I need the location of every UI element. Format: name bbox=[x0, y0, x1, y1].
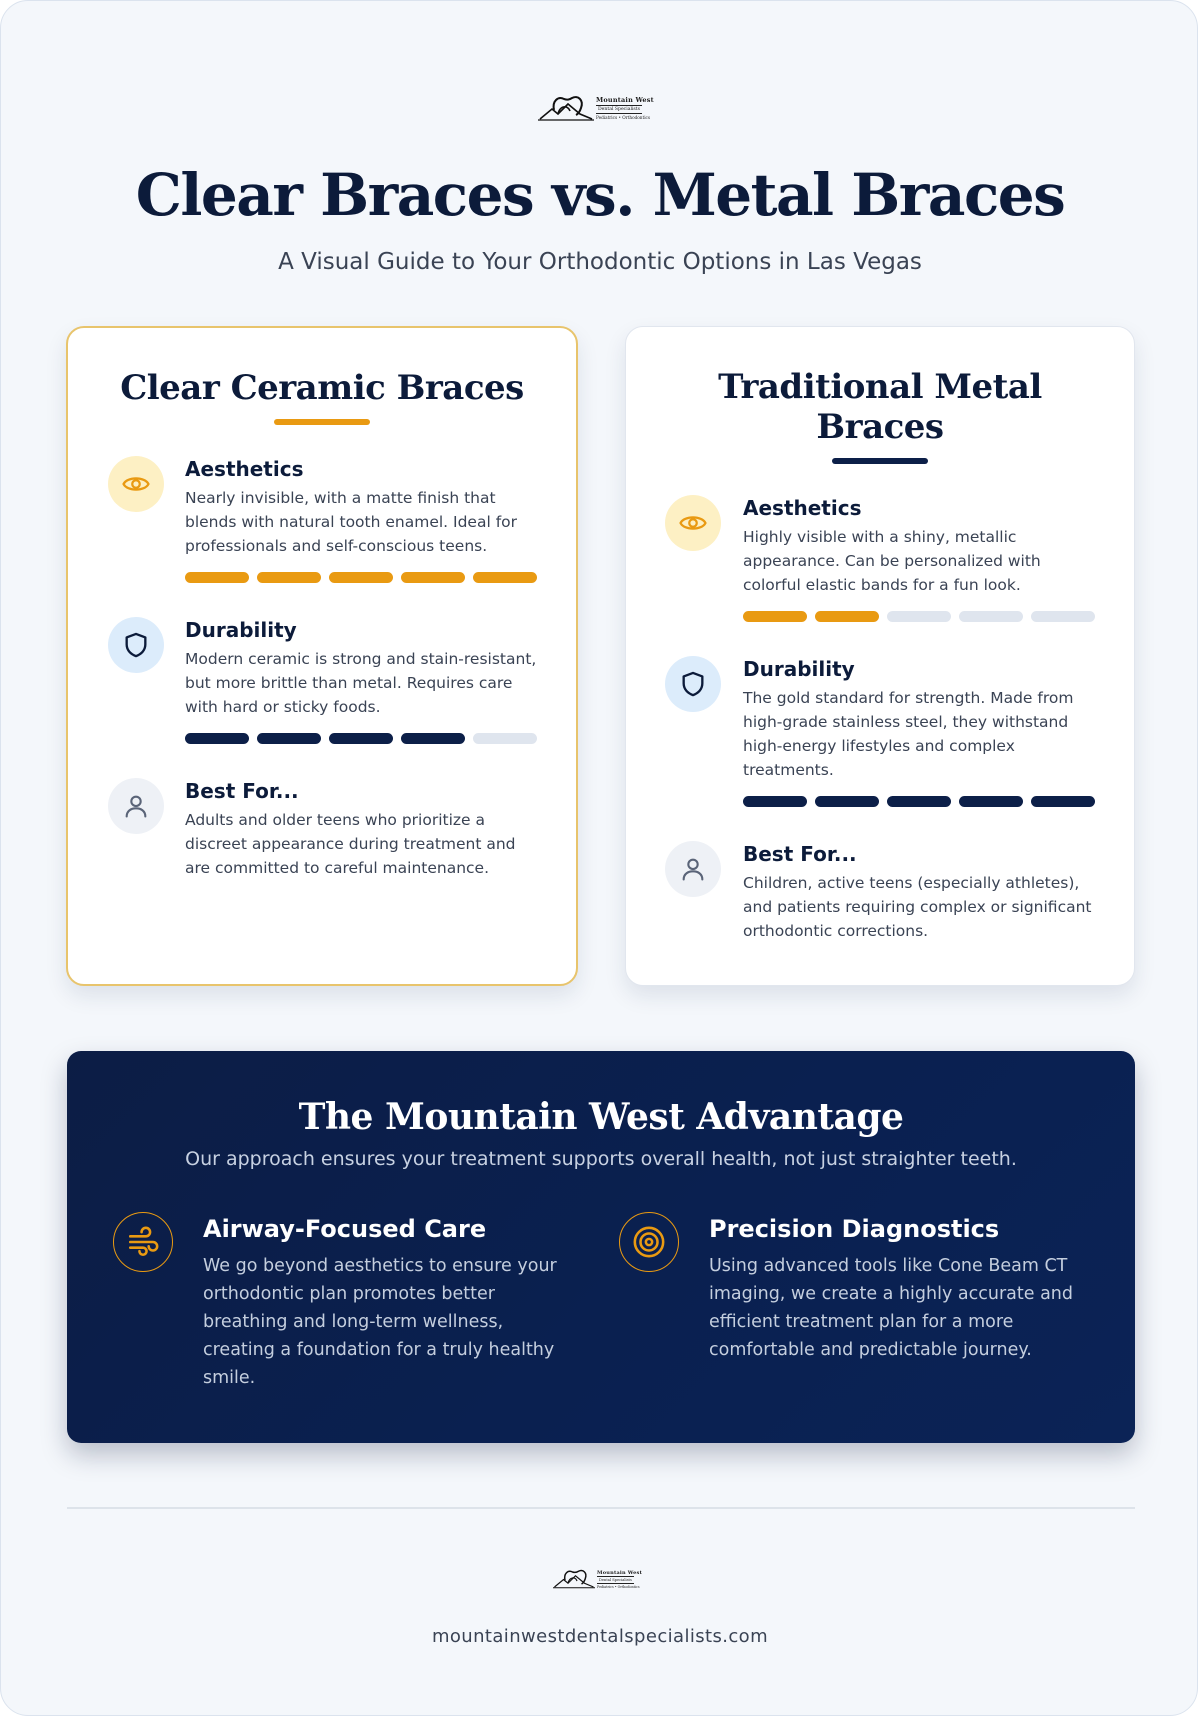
rating-segment-filled bbox=[815, 611, 879, 622]
feature-durability bbox=[626, 656, 1098, 807]
feature-text: Adults and older teens who prioritize a discreet appearance during treatment and are committed to careful maintenance. bbox=[185, 811, 516, 877]
advantage-item-text: We go beyond aesthetics to ensure your orthodontic plan promotes better breathing and long-term wellness, creating a foundation for a truly healthy smile. bbox=[203, 1256, 557, 1388]
feature-aesthetics bbox=[68, 456, 540, 583]
rating-segment-filled bbox=[959, 796, 1023, 807]
advantage-panel bbox=[67, 1051, 1135, 1443]
rating-segment-filled bbox=[329, 572, 393, 583]
feature-text: Highly visible with a shiny, metallic appearance. Can be personalized with colorful elastic bands for a fun look. bbox=[743, 528, 1041, 594]
logo-line-2: Dental Specialists bbox=[599, 1578, 632, 1582]
shield-icon bbox=[108, 617, 164, 673]
feature-title: Aesthetics bbox=[743, 496, 862, 520]
rating-bar bbox=[185, 572, 540, 583]
target-icon bbox=[619, 1212, 679, 1272]
rating-segment-filled bbox=[473, 572, 537, 583]
rating-segment-empty bbox=[887, 611, 951, 622]
feature-title: Durability bbox=[185, 618, 297, 642]
user-icon bbox=[108, 778, 164, 834]
logo-line-1: Mountain West bbox=[597, 1570, 643, 1576]
eye-icon bbox=[108, 456, 164, 512]
advantage-item-title: Precision Diagnostics bbox=[709, 1215, 1000, 1243]
feature-durability bbox=[68, 617, 540, 744]
page-title: Clear Braces vs. Metal Braces bbox=[135, 161, 1065, 229]
advantage-subtitle: Our approach ensures your treatment supports overall health, not just straighter teeth. bbox=[185, 1148, 1017, 1170]
feature-title: Best For... bbox=[743, 842, 857, 866]
title-underline bbox=[274, 419, 370, 425]
feature-title: Durability bbox=[743, 657, 855, 681]
footer-divider bbox=[67, 1507, 1135, 1509]
clear-ceramic-card bbox=[66, 326, 578, 986]
rating-segment-filled bbox=[815, 796, 879, 807]
title-underline bbox=[832, 458, 928, 464]
feature-best-for bbox=[626, 841, 1098, 943]
mountain-tooth-icon bbox=[538, 93, 594, 121]
advantage-item-airway bbox=[203, 1214, 623, 1392]
feature-text: Nearly invisible, with a matte finish that blends with natural tooth enamel. Ideal for professionals and self-conscious teens. bbox=[185, 489, 518, 555]
logo-wordmark bbox=[596, 97, 654, 122]
website-link[interactable]: mountainwestdentalspecialists.com bbox=[431, 1626, 769, 1647]
mountain-tooth-icon bbox=[553, 1567, 595, 1589]
advantage-item-text: Using advanced tools like Cone Beam CT imaging, we create a highly accurate and efficient treatment plan for a more comfortable and predictable journey. bbox=[709, 1256, 1073, 1360]
rating-bar bbox=[185, 733, 540, 744]
rating-segment-filled bbox=[887, 796, 951, 807]
feature-title: Best For... bbox=[185, 779, 299, 803]
card-title: Traditional Metal Braces bbox=[718, 367, 1042, 447]
brand-logo bbox=[538, 93, 668, 123]
rating-segment-filled bbox=[185, 733, 249, 744]
user-icon bbox=[665, 841, 721, 897]
feature-title: Aesthetics bbox=[185, 457, 304, 481]
logo-line-3: Pediatrics • Orthodontics bbox=[597, 1585, 640, 1589]
rating-bar bbox=[743, 611, 1098, 622]
page-subtitle: A Visual Guide to Your Orthodontic Options in Las Vegas bbox=[278, 249, 922, 275]
shield-icon bbox=[665, 656, 721, 712]
rating-segment-filled bbox=[743, 611, 807, 622]
logo-line-2: Dental Specialists bbox=[596, 105, 642, 115]
advantage-item-title: Airway-Focused Care bbox=[203, 1215, 487, 1243]
logo-wordmark bbox=[597, 1570, 642, 1590]
feature-text: The gold standard for strength. Made from high-grade stainless steel, they withstand high-energy lifestyles and complex treatments. bbox=[743, 689, 1074, 779]
logo-line-3: Pediatrics • Orthodontics bbox=[596, 115, 651, 120]
rating-segment-empty bbox=[959, 611, 1023, 622]
card-title: Clear Ceramic Braces bbox=[120, 368, 524, 408]
rating-segment-filled bbox=[1031, 796, 1095, 807]
feature-aesthetics bbox=[626, 495, 1098, 622]
footer-logo bbox=[553, 1567, 653, 1591]
feature-text: Children, active teens (especially athletes), and patients requiring complex or significant orthodontic corrections. bbox=[743, 874, 1092, 940]
rating-segment-filled bbox=[257, 733, 321, 744]
wind-icon bbox=[113, 1212, 173, 1272]
advantage-title: The Mountain West Advantage bbox=[298, 1096, 904, 1138]
logo-line-1: Mountain West bbox=[596, 96, 654, 104]
feature-best-for bbox=[68, 778, 540, 880]
rating-segment-filled bbox=[185, 572, 249, 583]
rating-segment-empty bbox=[1031, 611, 1095, 622]
rating-segment-filled bbox=[743, 796, 807, 807]
rating-segment-filled bbox=[257, 572, 321, 583]
eye-icon bbox=[665, 495, 721, 551]
advantage-item-precision bbox=[709, 1214, 1129, 1364]
rating-segment-filled bbox=[401, 733, 465, 744]
rating-segment-empty bbox=[473, 733, 537, 744]
feature-text: Modern ceramic is strong and stain-resistant, but more brittle than metal. Requires care with hard or sticky foods. bbox=[185, 650, 537, 716]
rating-segment-filled bbox=[329, 733, 393, 744]
rating-segment-filled bbox=[401, 572, 465, 583]
rating-bar bbox=[743, 796, 1098, 807]
traditional-metal-card bbox=[625, 326, 1135, 986]
